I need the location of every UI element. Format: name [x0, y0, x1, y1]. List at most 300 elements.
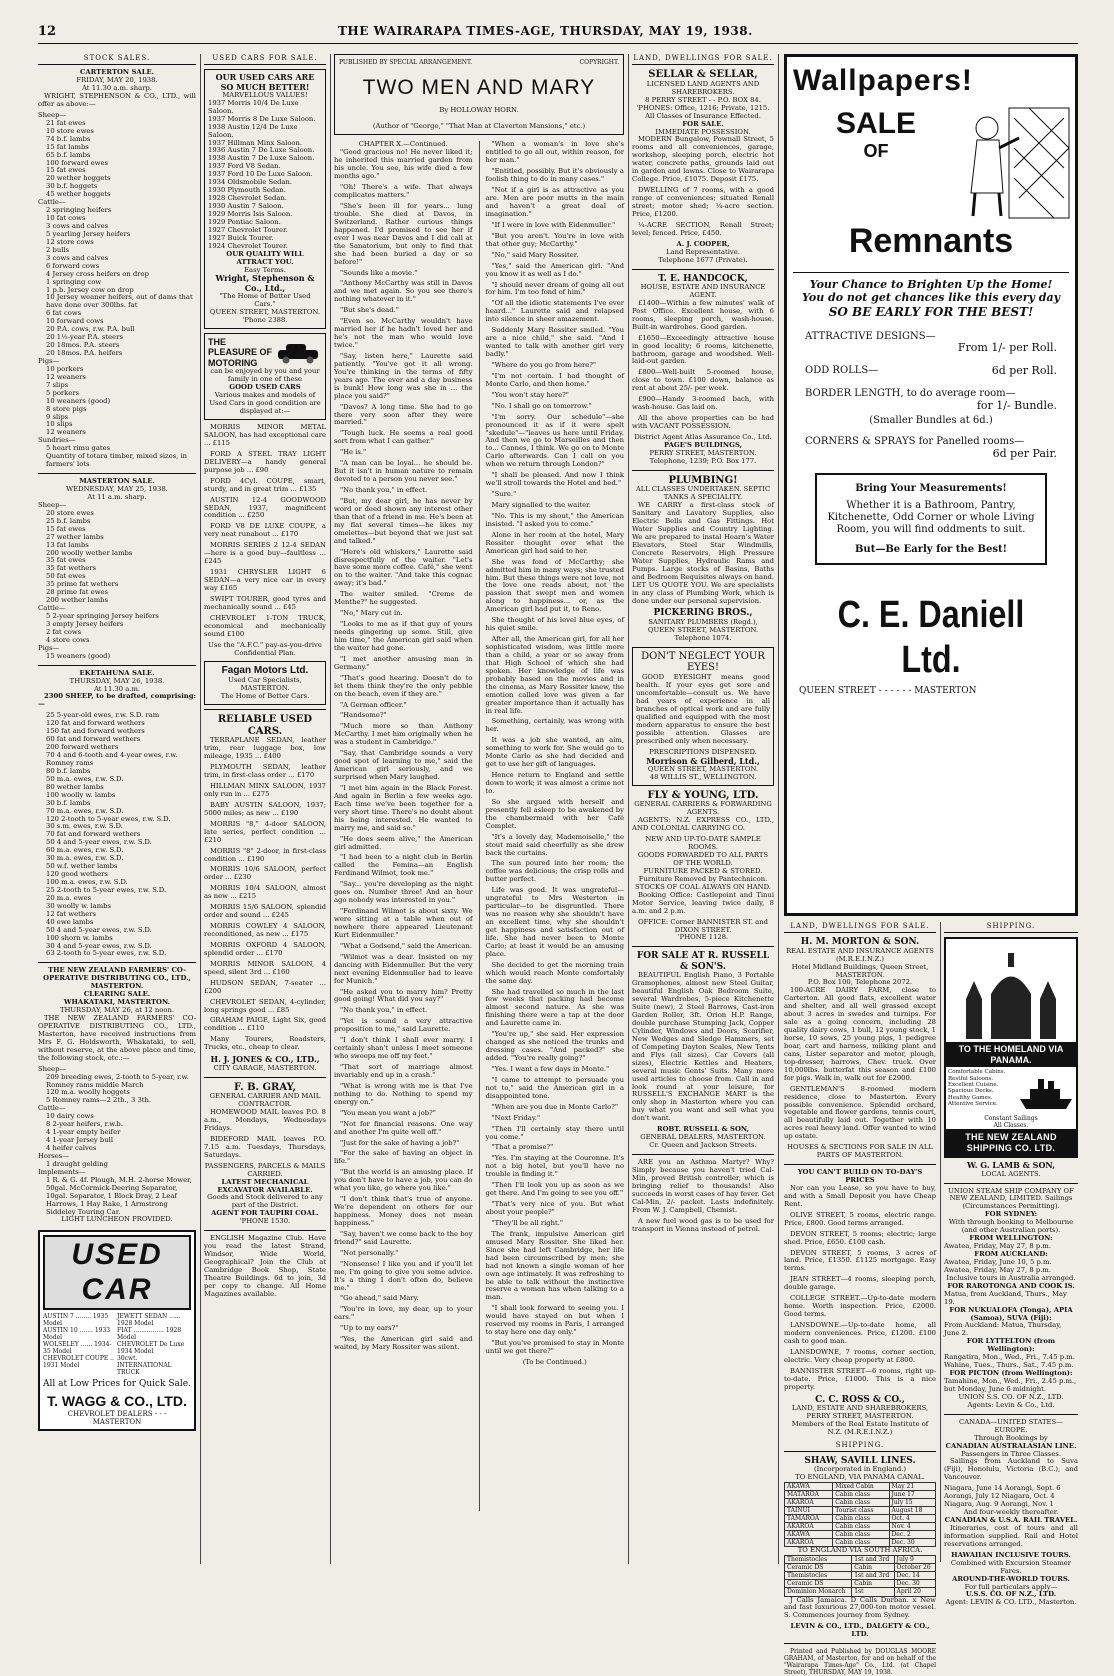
story-paragraph: "They'll be all right."	[491, 1218, 564, 1227]
ad-line: HOUSES & SECTIONS FOR SALE IN ALL PARTS OF MASTERTON.	[787, 1143, 933, 1160]
list-item: 35 fat wethers	[46, 564, 96, 573]
list-item: 8 2-year heifers, r.w.b.	[46, 1120, 123, 1129]
list-item: 2 bulls	[46, 245, 70, 254]
car-listing: MORRIS 10/6 SALOON, perfect order ... £230	[204, 865, 326, 882]
list-item: 15 fat ewes	[46, 166, 86, 175]
section-heading: SHIPPING.	[944, 922, 1078, 933]
sailing-cell: August 18	[889, 1507, 936, 1515]
stock-sales-column	[38, 54, 196, 1564]
ad-line: FOR LYTTELTON (from Wellington):	[966, 1337, 1056, 1354]
sailing-cell: MATAROA	[785, 1491, 833, 1499]
price-value: 6d per Roll.	[991, 364, 1057, 378]
story-paragraph: "I should never dream of going all out for him. I'm too fond of him."	[485, 280, 624, 297]
sailing-cell: Dec. 30	[894, 1580, 935, 1588]
list-item: 20 m.a. ewes	[46, 893, 92, 902]
listing-item: £1400—Within a few minutes' walk of Post Office. Excellent house, with 6 rooms, sleeping porch, wash-house. Built-in wardrobes. Good garden.	[632, 298, 774, 331]
story-paragraph: "But you aren't. You're in love with that other guy; McCarthy."	[485, 231, 624, 248]
ad-firm: Wright, Stephenson & Co., Ltd.,	[215, 273, 315, 293]
story-paragraph: "He does seem alive," the American girl admitted.	[334, 834, 473, 851]
stock-label: Pigs—	[38, 643, 60, 652]
ad-line: OUR QUALITY WILL ATTRACT YOU.	[226, 249, 304, 266]
sale-title: MASTERTON SALE.	[79, 477, 155, 486]
sailing-cell: Cabin class	[833, 1515, 889, 1523]
sailing-cell: Cabin	[852, 1580, 894, 1588]
stock-list	[38, 1074, 196, 1106]
ad-line: 'Phone 2388.	[242, 316, 288, 324]
sailing-row	[785, 1515, 936, 1523]
ad-line: AGENTS: N.Z. EXPRESS CO., LTD., AND COLONIAL CARRYING CO.	[632, 816, 774, 833]
list-item: 1937 Morris 10/4 De Luxe Saloon.	[208, 98, 299, 115]
ad-firm: T. E. HANDCOCK,	[658, 273, 748, 284]
list-item: 15 fat ewes	[46, 524, 86, 533]
story-paragraph: "I met another amusing man in Germany."	[334, 654, 473, 671]
story-paragraph: The waiter smiled. "Creme de Menthe?" he suggested.	[334, 590, 473, 607]
car-listing: PLYMOUTH SEDAN, leather trim, in first-class order ... £170	[204, 763, 326, 780]
story-paragraph: "Not if a girl is as attractive as you are. Men are poor mutts in the main and haven't a great deal of imagination."	[485, 186, 624, 218]
ad-line: CANADIAN & U.S.A. RAIL TRAVEL.	[944, 1516, 1078, 1525]
listing-item: £800—Well-built 5-roomed house, close to town. £100 down, balance as rent at about 25/- per week.	[632, 368, 774, 393]
ad-line: FOR RAROTONGA AND COOK IS.	[947, 1281, 1075, 1290]
car-icon	[274, 342, 322, 364]
ad-line: HOUSE, ESTATE AND INSURANCE AGENT.	[640, 283, 766, 299]
listing-item: £1650—Exceedingly attractive house in good locality; 6 rooms, kitchenette, bathroom, garage and woodshed. Well-laid-out garden.	[632, 333, 774, 366]
sailing-cell: Dec. 30	[889, 1539, 936, 1547]
story-paragraph: "Tough luck. He seems a real good sort from what I can gather."	[334, 429, 473, 446]
column-rule	[940, 922, 941, 1562]
listing-item: LANSDOWNE, 7 rooms, corner section, electric. Very cheap property at £800.	[784, 1347, 936, 1364]
price-item: ODD ROLLS—	[805, 365, 879, 377]
car-listing: MORRIS OXFORD 4 SALOON, splendid order ... £170	[204, 940, 326, 957]
story-paragraph: "Yes. I want a few days in Monte."	[491, 1064, 610, 1073]
ad-line: BIDEFORD MAIL leaves P.O. 7.15 a.m. Tuesdays, Thursdays, Saturdays.	[204, 1134, 326, 1159]
ad-line: LEVIN & CO., LTD., DALGETY & CO., LTD.	[790, 1622, 930, 1639]
car-listing: HUDSON SEDAN, 7-seater ... £200	[204, 978, 326, 995]
ad-firm: Fagan Motors Ltd.	[221, 665, 309, 677]
story-paragraph: Suddenly Mary Rossiter smiled. "You are a nice child," she said. "And I wanted to talk with another girl very badly."	[485, 326, 624, 359]
sailing-cell: Oct. 4	[889, 1515, 936, 1523]
list-item: 35 fat ewes	[46, 556, 86, 565]
sailing-cell: Dec. 14	[894, 1572, 935, 1580]
list-item: 80 b.f. lambs	[46, 766, 91, 775]
ad-firm: THE NEW ZEALAND SHIPPING CO. LTD.	[946, 1129, 1076, 1156]
sailing-row	[785, 1483, 936, 1491]
ad-line: Rangatira, Mon., Wed., Fri., 7.45 p.m.	[944, 1353, 1075, 1362]
list-item: 13 fat lambs	[46, 540, 89, 549]
ad-line: CITY GARAGE, MASTERTON.	[213, 1063, 317, 1072]
car-listing: CHEVROLET 1-TON TRUCK, economical and mechanically sound £100	[204, 613, 326, 638]
list-item: 120 good wethers	[46, 870, 108, 879]
listing-item: DWELLING of 7 rooms, with a good range of conveniences; situated Renall street; motor shed; ¼-acre section. Price, £1200.	[632, 186, 774, 218]
list-item: 65 b.f. lambs	[46, 150, 91, 159]
story-paragraph: "Wilmot was a dear. Insisted on my dancing with Eidenmuller. But the very next evening Eidenmuller had to leave for Munich."	[334, 952, 473, 985]
story-paragraph: "Anthony McCarthy was still in Davos and we met again. So you see there's nothing whatever in it."	[334, 279, 473, 304]
car-listing: MORRIS "8" 2-door, in first-class condition ... £190	[204, 846, 326, 863]
list-item: 1 p.b. Jersey cow on drop	[46, 285, 134, 294]
story-paragraph: "When a woman's in love she's entitled to go all out, within reason, for her man."	[485, 140, 624, 165]
stock-list	[38, 653, 196, 661]
sailing-cell: Nov. 4	[889, 1523, 936, 1531]
car-listing: MORRIS SERIES 2 12-4 SEDAN—here is a good buy—faultless ... £245	[204, 541, 326, 566]
list-item: 3 cows and calves	[46, 222, 109, 230]
sailing-cell: Cabin class	[833, 1531, 889, 1539]
list-item: 10 slips	[46, 420, 73, 429]
story-paragraph: "Say, listen here," Laurette said patiently. "You've got it all wrong. You're thinking in the terms of fifty years ago. The ever and a day business is bunk! How long was she in ... the place you said?"	[334, 351, 473, 400]
story-paragraph: "That a promise?"	[491, 1143, 554, 1152]
ad-line: For full particulars apply—	[964, 1582, 1058, 1591]
ad-headline: DON'T NEGLECT YOUR EYES!	[641, 650, 765, 674]
ad-line: 'PHONE 1530.	[239, 1217, 291, 1226]
price-item: ATTRACTIVE DESIGNS—	[805, 330, 936, 342]
story-paragraph: "Sounds like a movie."	[340, 268, 418, 277]
car-listing: Many Tourers, Roadsters, Trucks, etc., cheap to clear.	[204, 1035, 326, 1052]
ad-body: BEAUTIFUL English Piano, 3 Portable Gramophones, almost new Steel Guitar, beautiful English Oak Bedroom Suite, several Wardrobes, 5-piece Kitchenette Suite (new), 2 Steel Barrows, Cast-iron Garden Roller, 3ft. Orion H.P. Range, double purchase Stumping Jack, Copper Cylinder, Windows and Doors, Scarifier, New Wedges and Sledge Hammers, set of Competing Dayton Scales, New Tents and Flys (all sizes), Car Covers (all sizes), Electric Kettles and Heaters, several music Gents' Suits. Many more used articles to choose from. Call in and look round at your leisure, for RUSSELL'S EXCHANGE MART is the only shop in Masterton where you can buy what you want and sell what you don't want.	[632, 971, 774, 1123]
sailing-row	[785, 1499, 936, 1507]
ad-line: QUEEN STREET, MASTERTON.	[209, 308, 321, 317]
story-paragraph: "I don't think that's true of anyone. We're dependent on others for our happiness. Money does not mean happiness."	[334, 1195, 473, 1227]
story-paragraph: "Nonsense! I like you and if you'll let me, I'm going to give you some advice. It's a thing I don't often do, believe me."	[334, 1259, 473, 1292]
ad-line: Awatea, Friday, May 27, 8 p.m.	[944, 1265, 1051, 1274]
car-listing: 1931 CHRYSLER LIGHT 6 SEDAN—a very nice car in every way £165	[204, 568, 326, 592]
ad-line: Telephone 1677 (Private).	[658, 255, 748, 264]
list-item: Comfortable Cabins.	[948, 1069, 1006, 1076]
sailing-row	[785, 1580, 936, 1588]
story-paragraph: "I don't think I shall ever marry. I certainly shan't unless I meet someone who sweeps me off my feet."	[334, 1036, 473, 1061]
sale-time: At 11 a.m. sharp.	[87, 492, 147, 501]
list-item: 70 fat and forward wethers	[46, 830, 141, 839]
sailing-cell: Dominion Monarch	[785, 1588, 852, 1596]
list-item: 27 wether lambs	[46, 532, 104, 541]
list-item: 1929 Pontiac Saloon.	[208, 217, 281, 226]
car-listing: AUSTIN 12-4 GOODWOOD SEDAN, 1937, magnificent condition ... £250	[204, 495, 326, 520]
car-listing: MORRIS 10/4 SALOON, almost as new ... £215	[204, 884, 326, 901]
ad-line: Niagara, Aug. 9 Aorangi, Nov. 1	[944, 1500, 1054, 1509]
story-paragraph: "You won't stay here?"	[491, 390, 569, 399]
list-item: 1937 Morris 8 De Luxe Saloon.	[208, 114, 316, 123]
masthead: THE WAIRARAPA TIMES-AGE, THURSDAY, MAY 19, 1938.	[338, 24, 753, 38]
listing-item: LANSDOWNE.—Up-to-date home, all modern conveniences. Price, £1200. £100 cash to good man.	[784, 1321, 936, 1345]
story-paragraph: "He asked you to marry him? Pretty good going! What did you say?"	[334, 987, 473, 1004]
ad-line: GOODS FORWARDED TO ALL PARTS OF THE WORLD.	[637, 851, 769, 868]
story-paragraph: "Yes. I'm staying at the Couronne. It's not a big hotel, but you'll have no trouble in finding it."	[485, 1154, 624, 1179]
story-paragraph: "He is."	[340, 448, 367, 457]
list-item: 1936 Austin 7 De Luxe Saloon.	[208, 146, 315, 155]
land-services-column	[632, 54, 774, 1564]
ad-line: With through booking to Melbourne (and other Australian ports).	[948, 1218, 1074, 1235]
ad-line: Passengers in Three Classes.	[960, 1449, 1062, 1458]
ad-firm: W. G. LAMB & SON,	[967, 1160, 1055, 1171]
list-item: 1 springing cow	[46, 277, 102, 286]
story-column-a	[334, 141, 473, 1511]
sale-date: THURSDAY, MAY 26, 1938.	[69, 676, 165, 685]
sale-note: LIGHT LUNCHEON PROVIDED.	[61, 1215, 173, 1224]
list-item: 80 wether lambs	[46, 782, 104, 791]
listing-item: DEVON STREET, 5 rooms, 3 acres of land. Price, £1350. £1125 mortgage. Easy terms.	[784, 1248, 936, 1273]
list-item: 120 2-tooth to 5-year ewes, r.w. S.D.	[46, 814, 171, 823]
list-item: CHEVROLET De Luxe 1934 Model	[117, 1340, 185, 1355]
story-paragraph: "But, my dear girl, he has never by word or deed shown any interest other than that of a friend in me. He's been at my flat several times—he likes my omelettes—but beyond that we just sat and talked."	[334, 496, 473, 545]
story-paragraph: "Next Friday."	[491, 1113, 541, 1122]
sale-date: FRIDAY, MAY 20, 1938.	[76, 76, 158, 85]
story-paragraph: "Oh! There's a wife. That always complicates matters."	[334, 183, 473, 200]
story-paragraph: "When are you due in Monte Carlo?"	[491, 1102, 619, 1111]
story-title: TWO MEN AND MARY	[362, 76, 596, 100]
car-listing: MORRIS 15/6 SALOON, splendid order and sound ... £245	[204, 903, 326, 920]
ad-line: The Home of Better Cars.	[220, 692, 310, 701]
ad-line: Constant Sailings	[984, 1115, 1038, 1123]
stock-list	[38, 613, 196, 645]
story-paragraph: "Davos? A long time. She had to go there very soon after they were married."	[334, 402, 473, 427]
ad-line: QUEEN STREET, MASTERTON.	[647, 764, 759, 773]
homeland-ad	[944, 937, 1078, 1158]
ad-line: AGENT FOR TAUPIRI COAL.	[211, 1209, 319, 1218]
sailing-cell: Mixed Cabin	[833, 1483, 889, 1491]
story-paragraph: Hence return to England and settle down to work; it was almost a crime not to.	[485, 771, 625, 795]
list-item: CHEVROLET COUPE .. 1931 Model	[43, 1354, 114, 1369]
ad-line: CANADIAN AUSTRALASIAN LINE.	[945, 1441, 1077, 1450]
list-item: 150 fat and forward wethers	[46, 727, 145, 736]
section-heading: LAND, DWELLINGS FOR SALE.	[784, 922, 936, 933]
sailing-cell: 1st and 3rd	[852, 1556, 894, 1564]
ad-line: Nor can you Lease, so you have to buy, and with a Small Deposit you have Cheap Rent.	[784, 1183, 936, 1208]
story-paragraph: It was a job she wanted, an aim, something to work for. She would go to Monte Carlo as she had decided and get to use her gift of languages.	[485, 736, 624, 769]
list-item: 10 porkers	[46, 364, 84, 373]
list-item: 12 fat wethers	[46, 909, 96, 918]
list-item: Restful Saloons.	[948, 1075, 994, 1082]
story-paragraph: "I'm not certain. I had thought of Monte Carlo, and then home."	[485, 371, 624, 388]
story-paragraph: "She's been ill for years... lung trouble. She died at Davos, in Switzerland. Rather curious things happened. I'd promised to see her if ever I was near Davos and I did call at the Sanatorium, but only to find that she had been buried a day or so before!"	[334, 202, 473, 266]
stock-label: Pigs—	[38, 356, 60, 365]
sailing-cell: June 17	[889, 1491, 936, 1499]
stock-label: Cattle—	[38, 1104, 66, 1113]
stock-label: Sheep—	[38, 500, 67, 509]
ad-line: Awatea, Friday, May 27, 8 p.m.	[944, 1242, 1051, 1251]
ad-line: U.S.S. CO. OF N.Z., LTD.	[965, 1590, 1057, 1599]
ad-line: IMMEDIATE POSSESSION.	[655, 127, 751, 136]
column-rule	[330, 54, 331, 1564]
serial-story	[334, 54, 624, 1564]
ad-line: QUEEN STREET, MASTERTON.	[647, 625, 759, 634]
ad-line: ALL CLASSES UNDERTAKEN. SEPTIC TANKS A SPECIALITY.	[635, 485, 771, 502]
list-item: 9 slips	[46, 412, 69, 421]
story-paragraph: "No. This is my shout," the American insisted. "I asked you to come."	[485, 511, 624, 528]
ad-line: FOR PICTON (from Wellington):	[949, 1369, 1073, 1378]
story-paragraph: "That sort of marriage almost invariably end up in a crash."	[334, 1063, 473, 1079]
column-rule	[628, 54, 629, 1564]
ad-line: Hotel Midland Buildings, Queen Street, MASTERTON.	[791, 962, 929, 979]
ad-body: GOOD EYESIGHT means good health. If your eyes get sore and uncomfortable—consult us. We have had years of experience in all branches of optical work and are fully qualified and equipped with the most modern apparatus to ensure the best possible attention. Glasses are prescribed only when necessary.	[636, 673, 770, 745]
story-paragraph: "It's a lovely day, Mademoiselle," the stout maid said cheerfully as she drew back the curtains.	[485, 832, 624, 857]
story-paragraph: The frank, impulsive American girl amused Mary Rossiter. She liked her. Since she had left Cambridge, her life had been circumscribed by men; she had not known a single woman of her own age intimately. It was refreshing to be able to talk without the instinctive reserve a woman has when talking to a man.	[485, 1229, 624, 1302]
ad-headline: TO THE HOMELAND VIA PANAMA.	[946, 1042, 1076, 1067]
ad-price: All at Low Prices for Quick Sale.	[43, 1378, 191, 1389]
section-heading: SHIPPING.	[784, 1441, 936, 1452]
car-listing: FORD A STEEL TRAY LIGHT DELIVERY—a handy general purpose job ... £90	[204, 449, 326, 474]
used-car-ad	[38, 1230, 196, 1431]
ad-line: Telephone 1074.	[674, 633, 732, 642]
price-value: From 1/- per Roll.	[957, 341, 1057, 355]
story-paragraph: "I'm sorry. Our schedule"—she pronounced it as if it were spelt "skedule"—"leaves us here until Friday. And then we go to Marseilles and then to... Cannes, I think. We go on to Monte Carlo afterwards. Can I call on you when we return through London?"	[485, 412, 624, 469]
sailing-cell: Cabin class	[833, 1539, 889, 1547]
list-item: 60 m.a. ewes, r.w. S.D.	[46, 846, 124, 855]
story-paragraph: "What a Godsend," said the American.	[340, 941, 472, 950]
list-item: 1937 Ford V8 Sedan.	[208, 162, 281, 171]
ad-line: HOMEWOOD MAIL leaves P.O. 8 a.m., Mondays, Wednesdays Fridays.	[204, 1108, 326, 1132]
sale-time: At 11.30 a.m. sharp.	[82, 84, 152, 93]
listing-item: JEAN STREET—4 rooms, sleeping porch, double garage.	[784, 1275, 936, 1292]
car-listing: SWIFT TOURER, good tyres and mechanically sound ... £45	[204, 594, 326, 611]
wallpaper-sale-ad	[784, 54, 1078, 916]
sailing-cell: July 15	[889, 1499, 936, 1507]
list-item: 25 2-tooth to 5-year ewes, r.w. S.D.	[46, 885, 167, 894]
list-item: 70 4 and 6-tooth and 4-year ewes, r.w. Romney rams	[46, 751, 178, 767]
feature-list	[948, 1069, 1018, 1113]
list-item: 100 forward ewes	[46, 158, 108, 167]
ad-firm: C. C. ROSS & CO.,	[815, 1394, 905, 1405]
story-paragraph: "Much more so than Anthony McCarthy. I met him originally when he was a student in Cambridge."	[334, 722, 473, 747]
ad-firm: Morrison & Gilberd, Ltd.,	[646, 755, 760, 766]
sale-title: CARTERTON SALE.	[79, 68, 155, 77]
ad-line: District Agent Atlas Assurance Co., Ltd.	[634, 432, 772, 441]
sale-intro: 2300 SHEEP, to be drafted, comprising:—	[38, 692, 196, 709]
story-paragraph: "Yet is sound a very attractive proposition to me," said Laurette.	[334, 1017, 473, 1034]
list-item: 100 woolly w. lambs	[46, 790, 116, 799]
ad-line: REAL ESTATE AND INSURANCE AGENTS (M.R.E.I.N.Z.)	[786, 946, 934, 963]
sailing-cell: Cabin	[852, 1564, 894, 1572]
ad-line: Cr. Queen and Jackson Streets.	[649, 1141, 757, 1150]
story-paragraph: She was fond of McCarthy; she admitted him in many ways; she trusted him. But these things were not love, not the love one reads about, not the passion that swept men and women along to happiness... or, as the American girl had put it, to Reno.	[485, 557, 624, 614]
list-item: 1928 Chevrolet Sedan.	[208, 194, 287, 203]
listing-item: £900—Handy 3-roomed bach, with wash-house. Gas laid on.	[632, 395, 774, 412]
ad-line: AROUND-THE-WORLD TOURS.	[952, 1574, 1070, 1583]
story-paragraph: "No thank you," in effect.	[340, 1006, 428, 1015]
list-item: 1924 Chevrolet Tourer.	[208, 241, 288, 250]
story-paragraph: "But the world is an amusing place. If you don't have to have a job, you can do what you like, go where you like."	[334, 1168, 473, 1193]
list-item: 50 4 and 5-year ewes, r.w. S.D.	[46, 838, 152, 847]
ad-line: 'PHONES: Office, 1216; Private, 1215.	[636, 103, 770, 112]
sailing-cell: April 20	[894, 1588, 935, 1596]
list-item: 21 fat ewes	[46, 118, 86, 127]
listing-item: ¼-ACRE SECTION, Renall Street; level; fenced. Price, £450.	[632, 220, 774, 237]
sailing-row	[785, 1531, 936, 1539]
stock-label: Implements—	[38, 1167, 86, 1176]
story-author-note: (Author of "George," "That Man at Claverton Mansions," etc.)	[372, 121, 586, 130]
car-listing: MORRIS COWLEY 4 SALOON, reconditioned, as new ... £175	[204, 922, 326, 939]
ad-line: Members of the Real Estate Institute of N.Z. (M.R.E.I.N.Z.)	[791, 1419, 929, 1436]
used-cars-column	[204, 54, 326, 1564]
ad-line: TO ENGLAND VIA SOUTH AFRICA.	[797, 1546, 923, 1555]
sailing-cell: Dec. 2	[889, 1531, 936, 1539]
car-list	[208, 100, 322, 251]
stock-list	[38, 120, 196, 199]
story-paragraph: "Of all the idiotic statements I've ever heard..." Laurette said and relapsed into silence in sheer amazement.	[485, 299, 624, 324]
story-paragraph: "Then I'll certainly stay there until you come."	[485, 1124, 624, 1141]
story-paragraph: "Then I'll look you up as soon as we get there. And I'm going to see you off."	[485, 1181, 624, 1198]
story-paragraph: "No," Mary cut in.	[340, 609, 403, 618]
story-paragraph: "Say... you're developing as the night goes on. Number three! And an hour ago nobody was interested in you."	[334, 880, 473, 905]
list-item: 10 fat cows	[46, 214, 86, 223]
story-paragraph: The sun poured into her room; the coffee was delicious; the crisp rolls and butter perfect.	[485, 859, 624, 884]
list-item: 45 wether hoggets	[46, 190, 111, 199]
ad-line: UNION STEAM SHIP COMPANY OF NEW ZEALAND, LIMITED. Sailings (Circumstances Permitting).	[948, 1186, 1074, 1211]
list-item: 200 woolly wether lambs	[46, 548, 133, 557]
shipping-column	[944, 922, 1078, 1607]
ad-line: 8 PERRY STREET - - P.O. BOX 84.	[645, 95, 761, 104]
list-item: 8 store pigs	[46, 404, 87, 413]
story-paragraph: She thought of his level blue eyes, of his quiet smile.	[485, 616, 624, 633]
story-paragraph: "Even so. McCarthy wouldn't have married her if he hadn't loved her and he's not the man who would love twice."	[334, 317, 473, 350]
ad-sale: SALE	[835, 107, 916, 141]
story-paragraph: "What is wrong with me is that I've nothing to do. Nothing to spend my energy on."	[334, 1081, 473, 1106]
ad-line: can be enjoyed by you and your family in one of these	[210, 367, 320, 384]
measure-box	[815, 473, 1047, 565]
ad-firm: H. M. MORTON & SON.	[800, 937, 920, 948]
sale-title: EKETAHUNA SALE.	[79, 668, 155, 677]
story-paragraph: "I shall look forward to seeing you. I would have stayed on but when I reserved my rooms in Paris, I arranged to stay here one day only."	[485, 1304, 624, 1337]
section-heading: USED CARS FOR SALE.	[204, 54, 326, 65]
section-heading: STOCK SALES.	[38, 54, 196, 65]
news-item: A new fuel wood gas is to be used for transport in Vienna instead of petrol.	[632, 1216, 774, 1233]
list-item: 30 s.m. ewes, r.w. S.D.	[46, 822, 123, 831]
list-item: 1937 Ford 10 De Luxe Saloon.	[208, 170, 313, 179]
ad-line: FOR SYDNEY:	[984, 1210, 1038, 1219]
ad-line: P.O. Box 100, Telephone 2072.	[807, 978, 913, 987]
sailing-cell: AKAROA	[785, 1523, 833, 1531]
list-item: 5 heart rimu gates	[46, 444, 111, 453]
story-paragraph: "If I were in love with Eidenmuller."	[491, 220, 616, 229]
sale-body: THE NEW ZEALAND FARMERS' CO-OPERATIVE DISTRIBUTING CO., LTD., Masterton, have received instructions from Mrs F. G. Holdsworth, Whakataki, to sell, without reserve, at the above place and time, the following stock, etc.:—	[38, 1014, 196, 1062]
listing-item: MODERN Bungalow, Pownall Street, 5 rooms and all conveniences, garage, workshop, sleeping porch, electric hot water, concrete paths, grounds laid out in garden and lawns. Close to Wairarapa College. Price, £1075. Deposit £175.	[632, 135, 774, 184]
stock-label: Horses—	[38, 1151, 70, 1160]
sailing-cell: Ceramic DS	[785, 1564, 852, 1572]
paperhanger-illustration	[959, 98, 1069, 218]
car-listing: BABY AUSTIN SALOON, 1937; 5000 miles; as new ... £190	[204, 800, 326, 817]
sale-date: WEDNESDAY, MAY 25, 1938.	[66, 485, 168, 493]
list-item: 25 5-year-old ewes, r.w. S.D. ram	[46, 711, 160, 720]
ad-line: OFFICE: Corner BANNISTER ST. and DIXON STREET.	[638, 917, 768, 934]
list-item: 1927 Chevrolet Tourer.	[208, 225, 288, 234]
ad-firm: ROBT. RUSSELL & SON,	[656, 1125, 750, 1134]
list-item: 5 Romney rams—2 2th., 3 3th.	[46, 1096, 152, 1105]
ad-line: Through Bookings by	[974, 1433, 1048, 1442]
ad-firm: H. J. JONES & CO., LTD.,	[210, 1054, 320, 1065]
story-paragraph: "But you've promised to stay in Monte until we get there?"	[485, 1339, 624, 1356]
ad-line: Agents: Levin & Co., Ltd.	[967, 1400, 1055, 1409]
ad-line: Aorangi, July 12 Niagara, Oct. 4	[944, 1492, 1055, 1501]
ad-line: Wahine, Tues., Thurs., Sat., 7.45 p.m.	[944, 1361, 1074, 1370]
property-shipping-column	[784, 922, 936, 1676]
list-item: 10 dairy cows	[46, 1112, 94, 1121]
ad-line: STOCKS OF COAL ALWAYS ON HAND.	[635, 882, 771, 891]
list-item: 6 fat cows	[46, 309, 82, 318]
ad-line: GENERAL CARRIER AND MAIL CONTRACTOR.	[209, 1092, 321, 1109]
ad-line: GENERAL DEALERS, MASTERTON.	[640, 1133, 766, 1142]
story-paragraph: "That's good hearing. Doesn't do to let them think they're the only pebble on the beach, even if they are."	[334, 673, 473, 698]
sailing-cell: May 21	[889, 1483, 936, 1491]
story-paragraph: "No thank you," in effect.	[340, 486, 428, 495]
car-listing: FORD V8 DE LUXE COUPE, a very neat runabout ... £170	[204, 522, 326, 539]
list-item: 1937 Hillman Minx Saloon.	[208, 138, 303, 147]
list-item: 1934 Oldsmobile Sedan.	[208, 178, 293, 187]
list-item: 70 m.a. ewes, r.w. S.D.	[46, 806, 124, 815]
ad-tagline: You do not get chances like this every day	[801, 290, 1060, 304]
list-item: 12 store cows	[46, 237, 94, 246]
story-paragraph: "Entitled, possibly. But it's obviously a foolish thing to do in many cases."	[485, 167, 624, 184]
list-item: Excellent Cuisine.	[948, 1082, 999, 1088]
list-item: 50 4 and 5-year ewes, r.w. S.D.	[46, 925, 152, 934]
ad-line: PERRY STREET, MASTERTON.	[649, 448, 757, 457]
list-item: 12 weaners	[46, 428, 86, 437]
story-paragraph: "A German officer."	[340, 700, 407, 709]
